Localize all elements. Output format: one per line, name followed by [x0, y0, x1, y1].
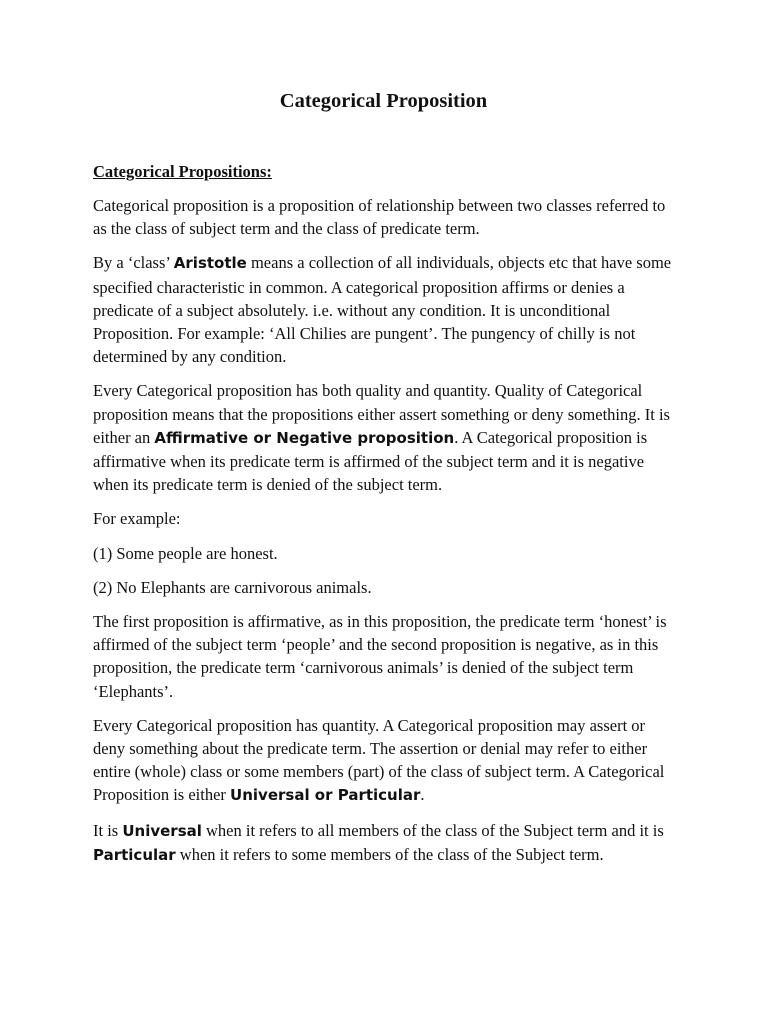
bold-term-universal: Universal: [122, 821, 202, 840]
text-run: By a ‘class’: [93, 253, 174, 273]
paragraph-class: [93, 251, 674, 368]
paragraph-quantity: [93, 714, 674, 808]
text-run: when it refers to all members of the class of the Subject term and it is: [201, 820, 664, 840]
text-run: Every Categorical proposition has both quality and quantity. Quality of Categorical proposition means that the propositions either assert something or deny something. It is either an: [93, 381, 670, 447]
bold-term-affirmative-negative: Affirmative or Negative proposition: [154, 428, 455, 447]
example-1: (1) Some people are honest.: [93, 543, 278, 563]
paragraph-definition: Categorical proposition is a proposition of relationship between two classes referred to as the class of subject term and the class of predicate term.: [93, 196, 666, 239]
text-run: means a collection of all individuals, objects etc that have some specified characteristic in common. A categorical proposition affirms or denies a predicate of a subject absolutely. i.e. without any condition. It is unconditional Proposition. For example: ‘All Chilies are pungent’. The pungency of chilly is not determined by any condition.: [93, 253, 672, 367]
bold-term-universal-particular: Universal or Particular: [230, 786, 421, 805]
example-2: (2) No Elephants are carnivorous animals.: [93, 577, 372, 597]
section-heading: Categorical Propositions:: [93, 162, 272, 181]
text-run: when it refers to some members of the class of the Subject term.: [175, 844, 604, 864]
paragraph-universal-particular: [93, 819, 674, 867]
bold-term-aristotle: Aristotle: [173, 254, 247, 273]
bold-term-particular: Particular: [93, 845, 176, 864]
text-run: .: [420, 785, 425, 805]
paragraph-quality-quantity: [93, 379, 674, 496]
text-run: It is: [93, 820, 123, 840]
text-run: . A Categorical proposition is affirmative when its predicate term is affirmed of the subject term and it is negative when its predicate term is denied of the subject term.: [93, 427, 648, 495]
paragraph-for-example: For example:: [93, 509, 181, 529]
page-title: Categorical Proposition: [279, 90, 488, 112]
text-run: Every Categorical proposition has quantity. A Categorical proposition may assert or deny something about the predicate term. The assertion or denial may refer to either entire (whole) class or some members (part) of the class of subject term. A Categorical Proposition is either: [93, 715, 665, 805]
paragraph-explanation: The first proposition is affirmative, as in this proposition, the predicate term ‘honest’ is affirmed of the subject term ‘people’ and the second proposition is negative, as in this proposition, the predicate term ‘carnivorous animals’ is denied of the subject term ‘Elephants’.: [93, 612, 667, 701]
